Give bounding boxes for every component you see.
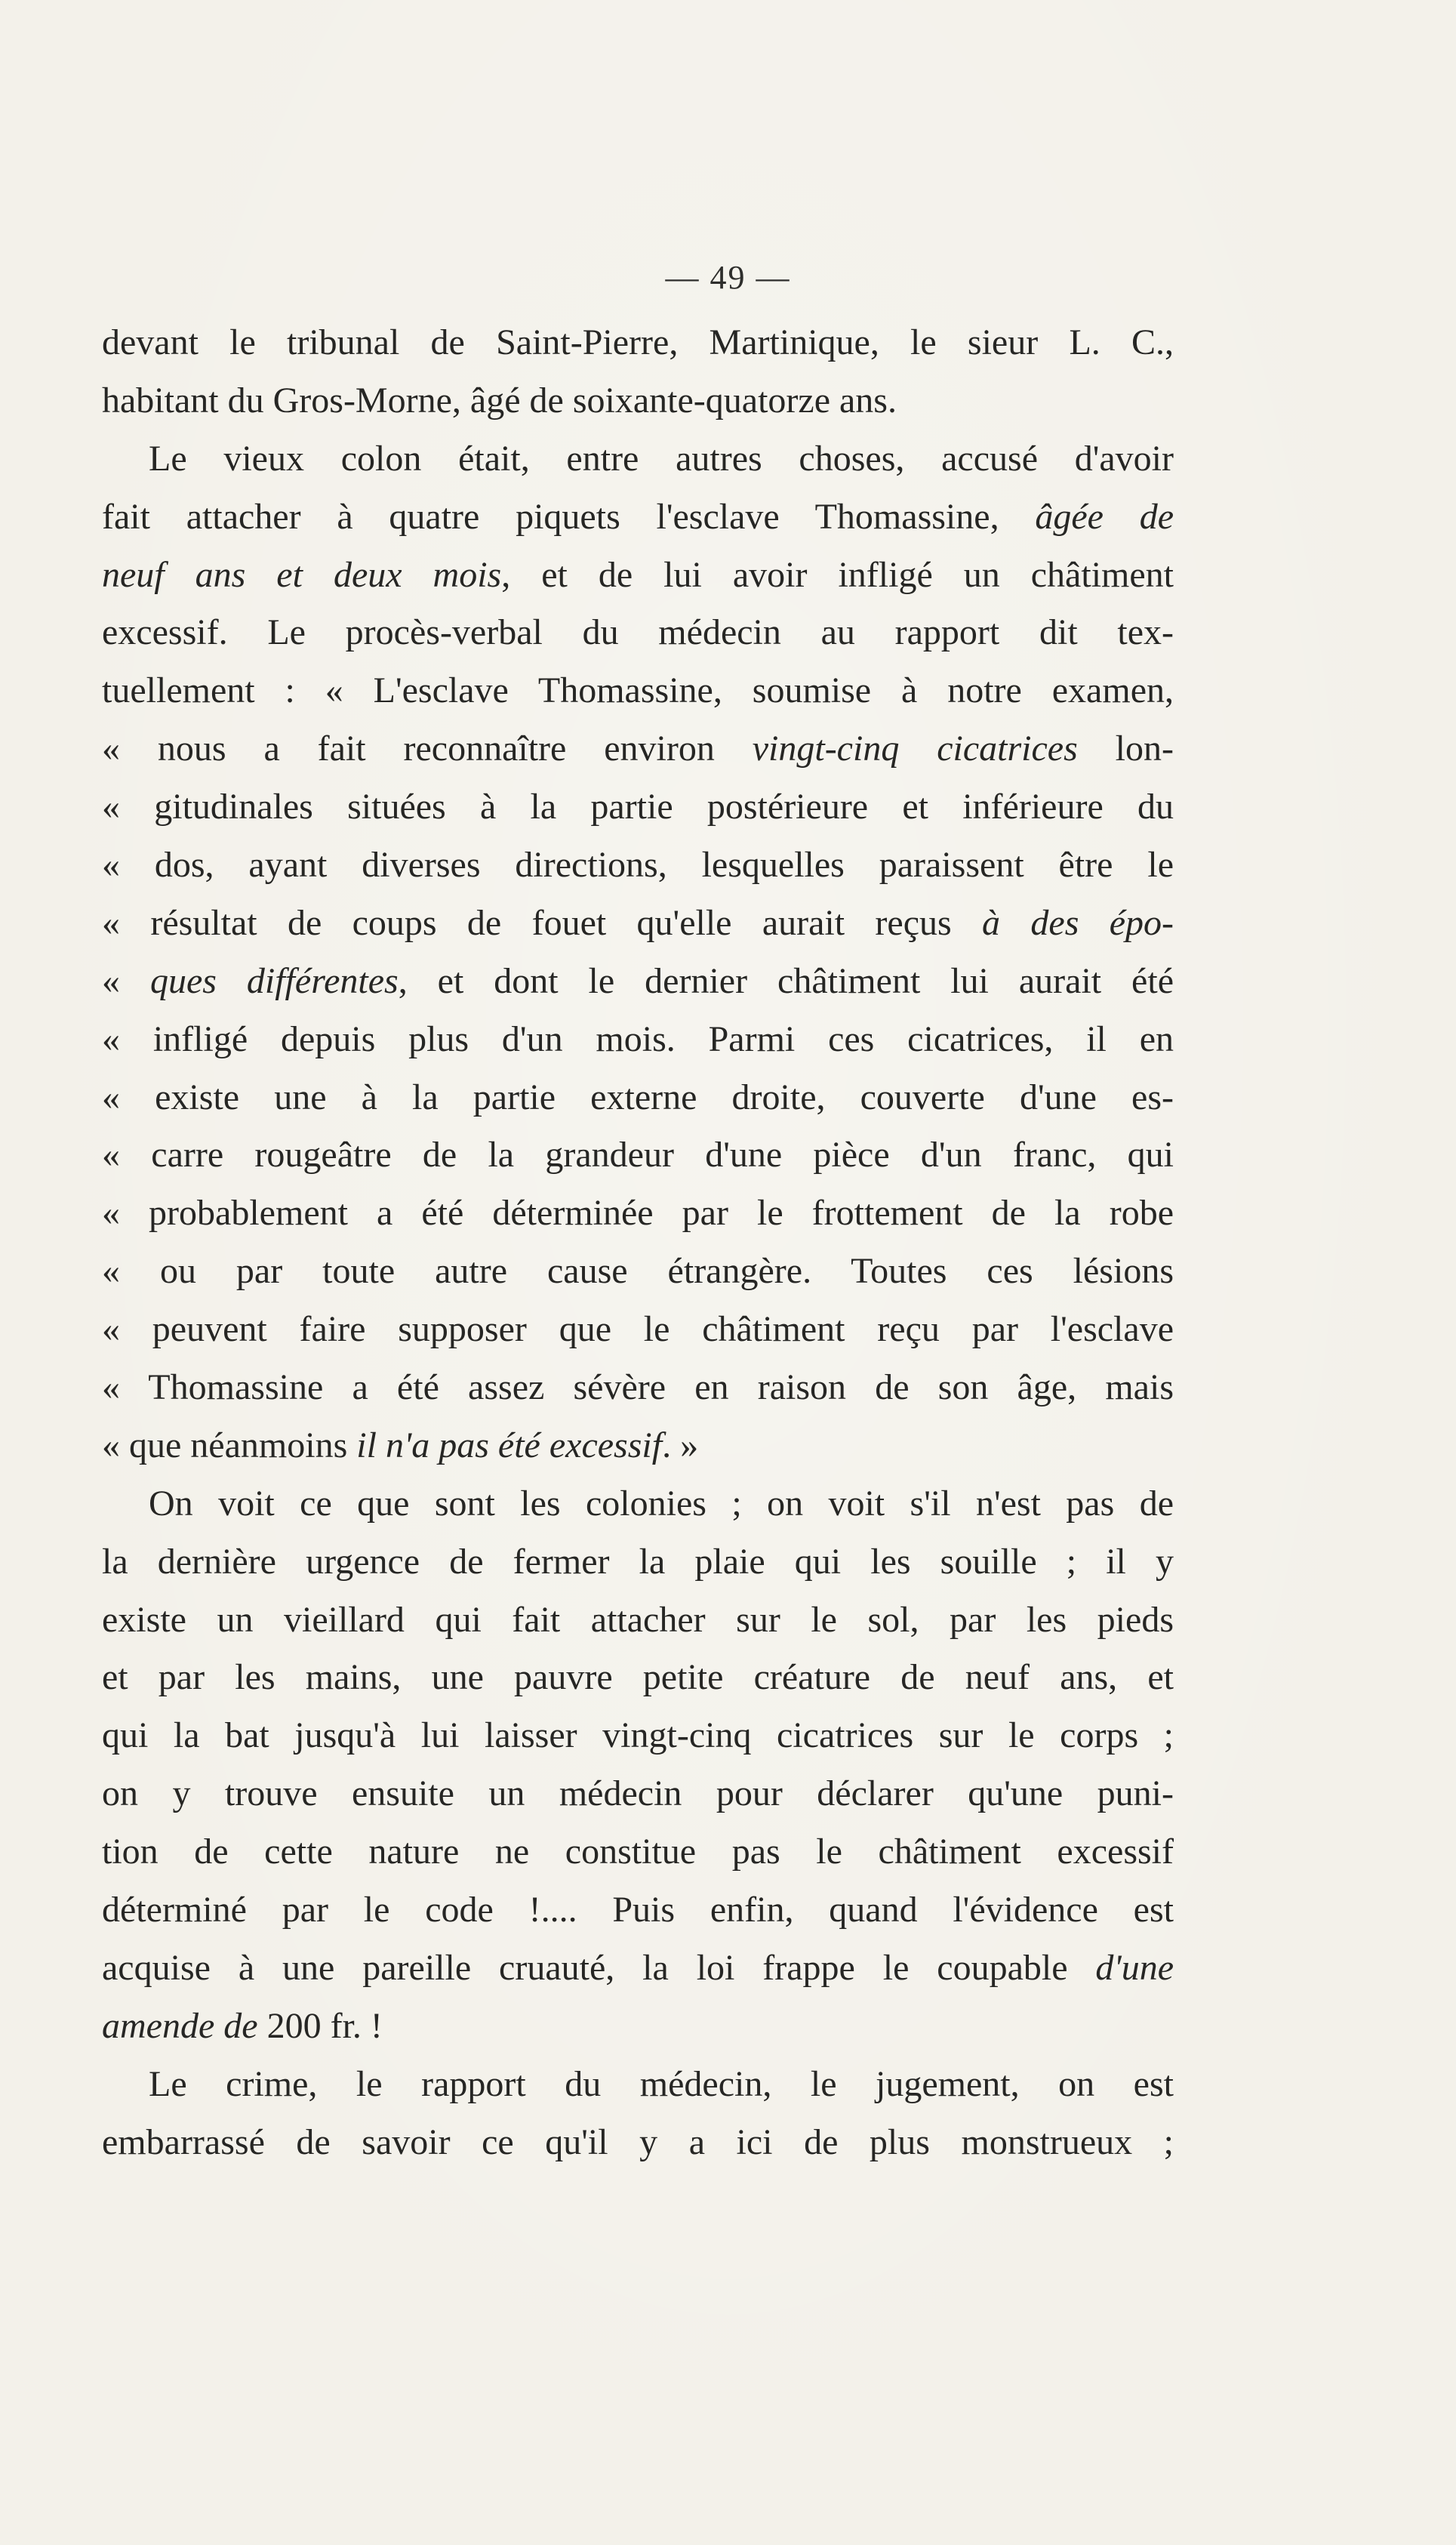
text-line: existe un vieillard qui fait attacher sur le sol, par les pieds [102,1599,1174,1640]
italic-text: à des épo- [982,902,1174,943]
text-line: tion de cette nature ne constitue pas le châtiment excessif [102,1832,1174,1872]
text-line: Le crime, le rapport du médecin, le jugement, on est [149,2063,1174,2104]
text-run: , et dont le dernier châtiment lui aurait été [398,960,1174,1001]
text-line: qui la bat jusqu'à lui laisser vingt-cinq cicatrices sur le corps ; [102,1715,1174,1756]
text-line: « ou par toute autre cause étrangère. Toutes ces lésions [102,1251,1174,1292]
text-run: « nous a fait reconnaître environ [102,729,753,769]
text-run: lon- [1077,729,1174,769]
text-run: fait attacher à quatre piquets l'esclave Thomassine, [102,496,1036,537]
text-run: « [102,960,150,1001]
text-line: « gitudinales situées à la partie postérieure et inférieure du [102,787,1174,827]
text-run: , et de lui avoir infligé un châtiment [501,554,1174,595]
text-line: excessif. Le procès-verbal du médecin au rapport dit tex- [102,612,1174,653]
text-line: tuellement : « L'esclave Thomassine, soumise à notre examen, [102,670,1174,711]
text-line: « existe une à la partie externe droite, couverte d'une es- [102,1077,1174,1117]
text-line: la dernière urgence de fermer la plaie qui les souille ; il y [102,1541,1174,1582]
text-run: . » [662,1425,699,1465]
text-run: « que néanmoins [102,1425,357,1465]
italic-text: il n'a pas été excessif [356,1425,663,1465]
page-number: — 49 — [665,259,791,296]
text-line: « probablement a été déterminée par le frottement de la robe [102,1193,1174,1234]
text-line [102,953,1174,1011]
italic-text: neuf ans et deux mois [102,554,502,595]
text-run: « résultat de coups de fouet qu'elle aurait reçus [102,902,983,943]
text-line: « infligé depuis plus d'un mois. Parmi ces cicatrices, il en [102,1018,1174,1059]
text-line: « carre rougeâtre de la grandeur d'une pièce d'un franc, qui [102,1135,1174,1175]
text-line: déterminé par le code !.... Puis enfin, quand l'évidence est [102,1890,1174,1930]
text-line: embarrassé de savoir ce qu'il y a ici de plus monstrueux ; [102,2121,1174,2162]
text-line [102,1998,1174,2056]
text-line: « dos, ayant diverses directions, lesquelles paraissent être le [102,845,1174,886]
text-line: On voit ce que sont les colonies ; on voit s'il n'est pas de [149,1483,1174,1524]
text-run: acquise à une pareille cruauté, la loi frappe le coupable [102,1947,1096,1988]
text-line: « Thomassine a été assez sévère en raison de son âge, mais [102,1367,1174,1408]
text-line [102,1417,1174,1475]
italic-text: vingt-cinq cicatrices [752,729,1078,769]
italic-text: ques différentes [149,960,399,1001]
text-line: devant le tribunal de Saint-Pierre, Martinique, le sieur L. C., [102,322,1174,362]
text-run: 200 fr. ! [257,2005,383,2046]
text-line [102,720,1174,778]
text-line: on y trouve ensuite un médecin pour déclarer qu'une puni- [102,1773,1174,1814]
text-line: « peuvent faire supposer que le châtiment reçu par l'esclave [102,1309,1174,1350]
italic-text: âgée de [1035,496,1174,537]
italic-text: amende de [102,2005,258,2046]
text-line: Le vieux colon était, entre autres choses, accusé d'avoir [149,438,1174,479]
text-line [102,488,1174,547]
text-line: et par les mains, une pauvre petite créature de neuf ans, et [102,1657,1174,1698]
text-line: habitant du Gros-Morne, âgé de soixante-quatorze ans. [102,380,897,421]
text-line [102,547,1174,605]
text-line [102,895,1174,953]
text-line [102,1940,1174,1998]
body-text [102,314,1174,2172]
italic-text: d'une [1095,1947,1174,1988]
